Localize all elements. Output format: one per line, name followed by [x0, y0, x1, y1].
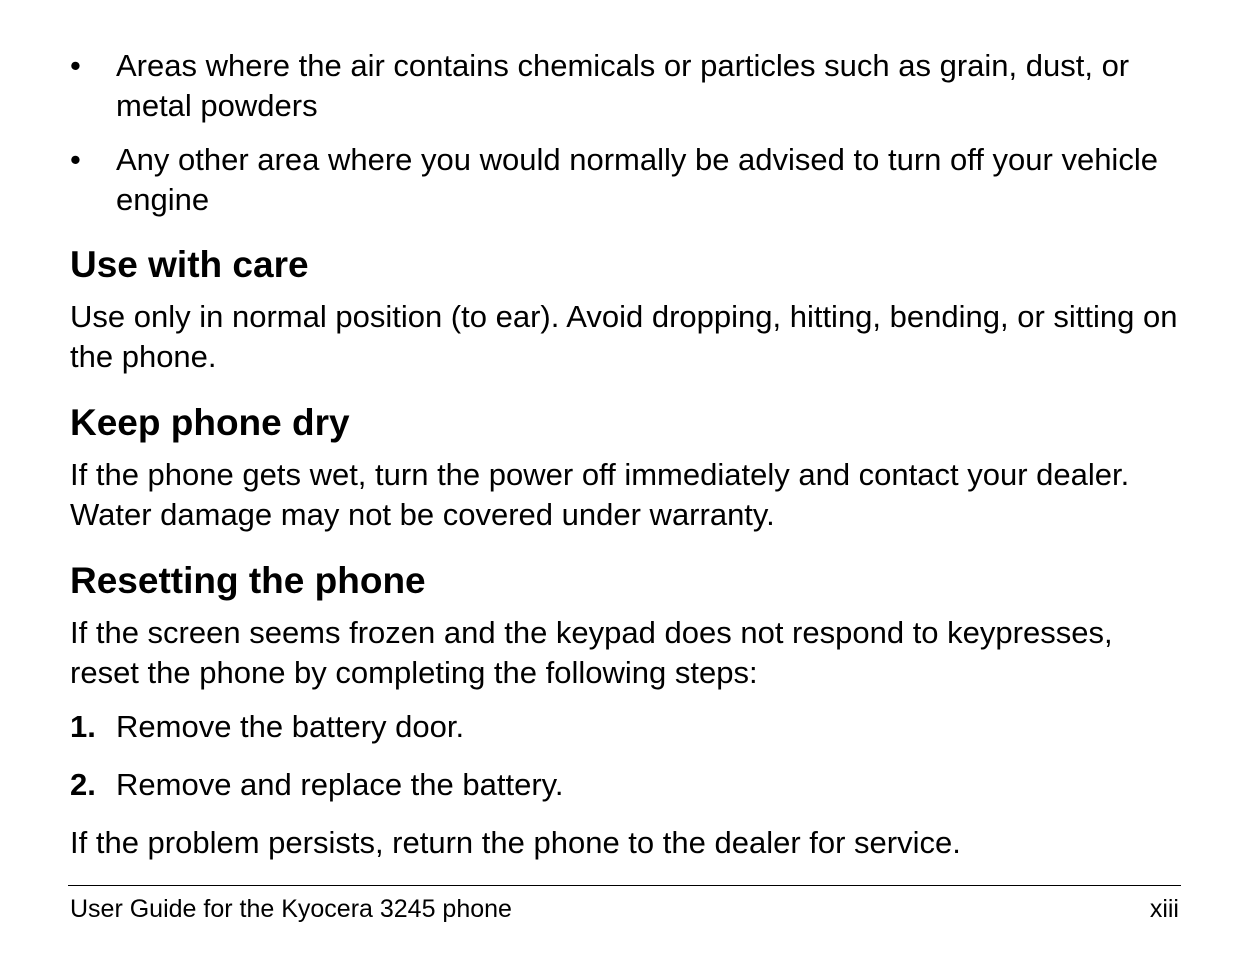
section-body-resetting-the-phone: If the screen seems frozen and the keypad does not respond to keypresses, reset the phone by completing the following steps: — [70, 615, 1113, 690]
reset-steps-list — [70, 707, 1181, 805]
section-body-use-with-care: Use only in normal position (to ear). Avoid dropping, hitting, bending, or sitting on the phone. — [70, 299, 1178, 374]
bullet-text: Areas where the air contains chemicals or particles such as grain, dust, or metal powders — [116, 48, 1130, 123]
bullet-marker: • — [70, 48, 81, 83]
bullet-text: Any other area where you would normally be advised to turn off your vehicle engine — [116, 142, 1158, 217]
section-body-keep-phone-dry: If the phone gets wet, turn the power off immediately and contact your dealer. Water damage may not be covered under warranty. — [70, 457, 1130, 532]
footer-title: User Guide for the Kyocera 3245 phone — [70, 895, 512, 923]
step-item — [70, 707, 1181, 747]
step-text: Remove and replace the battery. — [116, 767, 564, 802]
step-number: 1. — [70, 709, 96, 744]
closing-paragraph: If the problem persists, return the phone to the dealer for service. — [70, 825, 961, 860]
step-item — [70, 765, 1181, 805]
bullet-item — [70, 46, 1181, 126]
step-text: Remove the battery door. — [116, 709, 465, 744]
step-number: 2. — [70, 767, 96, 802]
section-heading-keep-phone-dry: Keep phone dry — [70, 402, 350, 443]
hazard-bullet-list — [70, 46, 1181, 220]
document-page — [70, 46, 1181, 863]
page-number: xiii — [1149, 895, 1179, 923]
bullet-item — [70, 140, 1181, 220]
bullet-marker: • — [70, 142, 81, 177]
section-heading-resetting-the-phone: Resetting the phone — [70, 560, 426, 601]
footer-divider — [68, 885, 1181, 886]
page-footer — [70, 894, 1179, 924]
section-heading-use-with-care: Use with care — [70, 244, 309, 285]
